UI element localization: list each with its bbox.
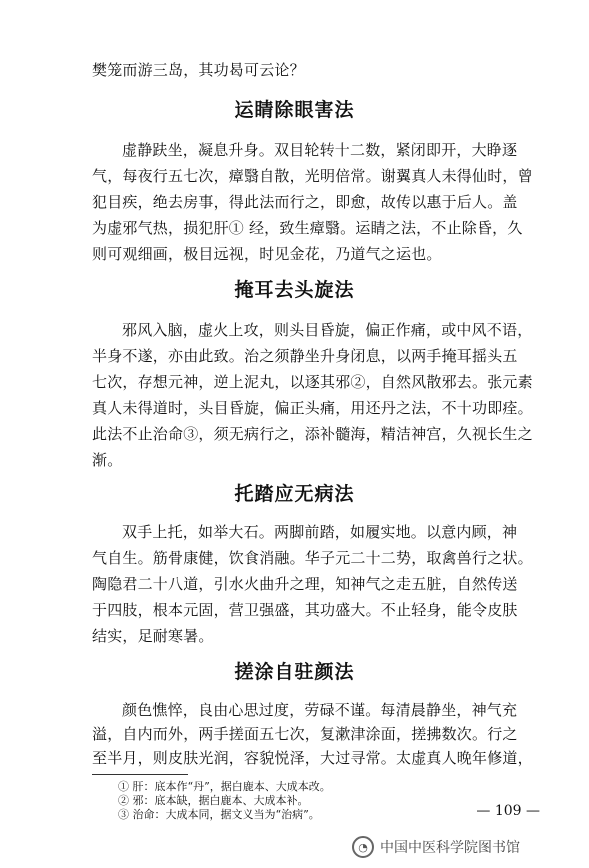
paragraph-line: 结实，足耐寒暑。 xyxy=(92,627,214,645)
section-title-lift-tread: 托踏应无病法 xyxy=(234,483,355,505)
paragraph-line: 此法不止治命③，须无病行之，添补髓海，精洁神宫，久视长生之 xyxy=(92,425,533,443)
paragraph-line: 颜色憔悴，良由心思过度，劳碌不谨。每清晨静坐，神气充 xyxy=(122,701,518,719)
continuation-line: 樊笼而游三岛，其功曷可云论？ xyxy=(92,61,305,79)
paragraph-line: 于四肢，根本元固，营卫强盛，其功盛大。不止轻身，能令皮肤 xyxy=(92,601,518,619)
section-title-eye: 运睛除眼害法 xyxy=(234,99,355,121)
paragraph-line: 犯目疾，绝去房事，得此法而行之，即愈，故传以惠于后人。盖 xyxy=(92,193,518,211)
page-number: — 109 — xyxy=(476,803,540,819)
paragraph-line: 真人未得道时，头目昏旋，偏正头痛，用还丹之法，不十功即痊。 xyxy=(92,399,533,417)
footnote-divider xyxy=(92,774,188,775)
paragraph-line: 虚静趺坐，凝息升身。双目轮转十二数，紧闭即开，大睁逐 xyxy=(122,141,518,159)
section-title-ear: 掩耳去头旋法 xyxy=(234,279,355,301)
paragraph-line: 陶隐君二十八道，引水火曲升之理，知神气之走五脏，自然传送 xyxy=(92,575,518,593)
paragraph-line: 至半月，则皮肤光润，容貌悦泽，大过寻常。太虚真人晚年修道， xyxy=(92,749,533,767)
paragraph-line: 为虚邪气热，损犯肝① 经，致生瘴翳。运睛之法，不止除昏，久 xyxy=(92,219,523,237)
paragraph-line: 邪风入脑，虚火上攻，则头目昏旋，偏正作痛，或中风不语， xyxy=(122,321,533,339)
section-title-face: 搓涂自驻颜法 xyxy=(234,661,355,683)
paragraph-line: 则可观细画，极目远视，时见金花，乃道气之运也。 xyxy=(92,245,442,263)
paragraph-line: 双手上托，如举大石。两脚前踏，如履实地。以意内顾，神 xyxy=(122,523,518,541)
wechat-logo-icon: ◔ xyxy=(352,836,374,858)
paragraph-line: 气，每夜行五七次，瘴翳自散，光明倍常。谢翼真人未得仙时，曾 xyxy=(92,167,533,185)
watermark-text: 中国中医科学院图书馆 xyxy=(380,840,520,856)
footnote: ③ 治命：大成本同，据文义当为“治病”。 xyxy=(118,808,320,821)
footnote: ① 肝：底本作“丹”，据白鹿本、大成本改。 xyxy=(118,780,331,793)
paragraph-line: 气自生。筋骨康健，饮食消融。华子元二十二势，取禽兽行之状。 xyxy=(92,549,533,567)
library-watermark xyxy=(352,834,520,860)
paragraph-line: 七次，存想元神，逆上泥丸，以逐其邪②，自然风散邪去。张元素 xyxy=(92,373,533,391)
footnote: ② 邪：底本缺，据白鹿本、大成本补。 xyxy=(118,794,309,807)
paragraph-line: 半身不遂，亦由此致。治之须静坐升身闭息，以两手掩耳摇头五 xyxy=(92,347,518,365)
paragraph-line: 渐。 xyxy=(92,451,123,469)
paragraph-line: 溢，自内而外，两手搓面五七次，复漱津涂面，搓拂数次。行之 xyxy=(92,725,518,743)
